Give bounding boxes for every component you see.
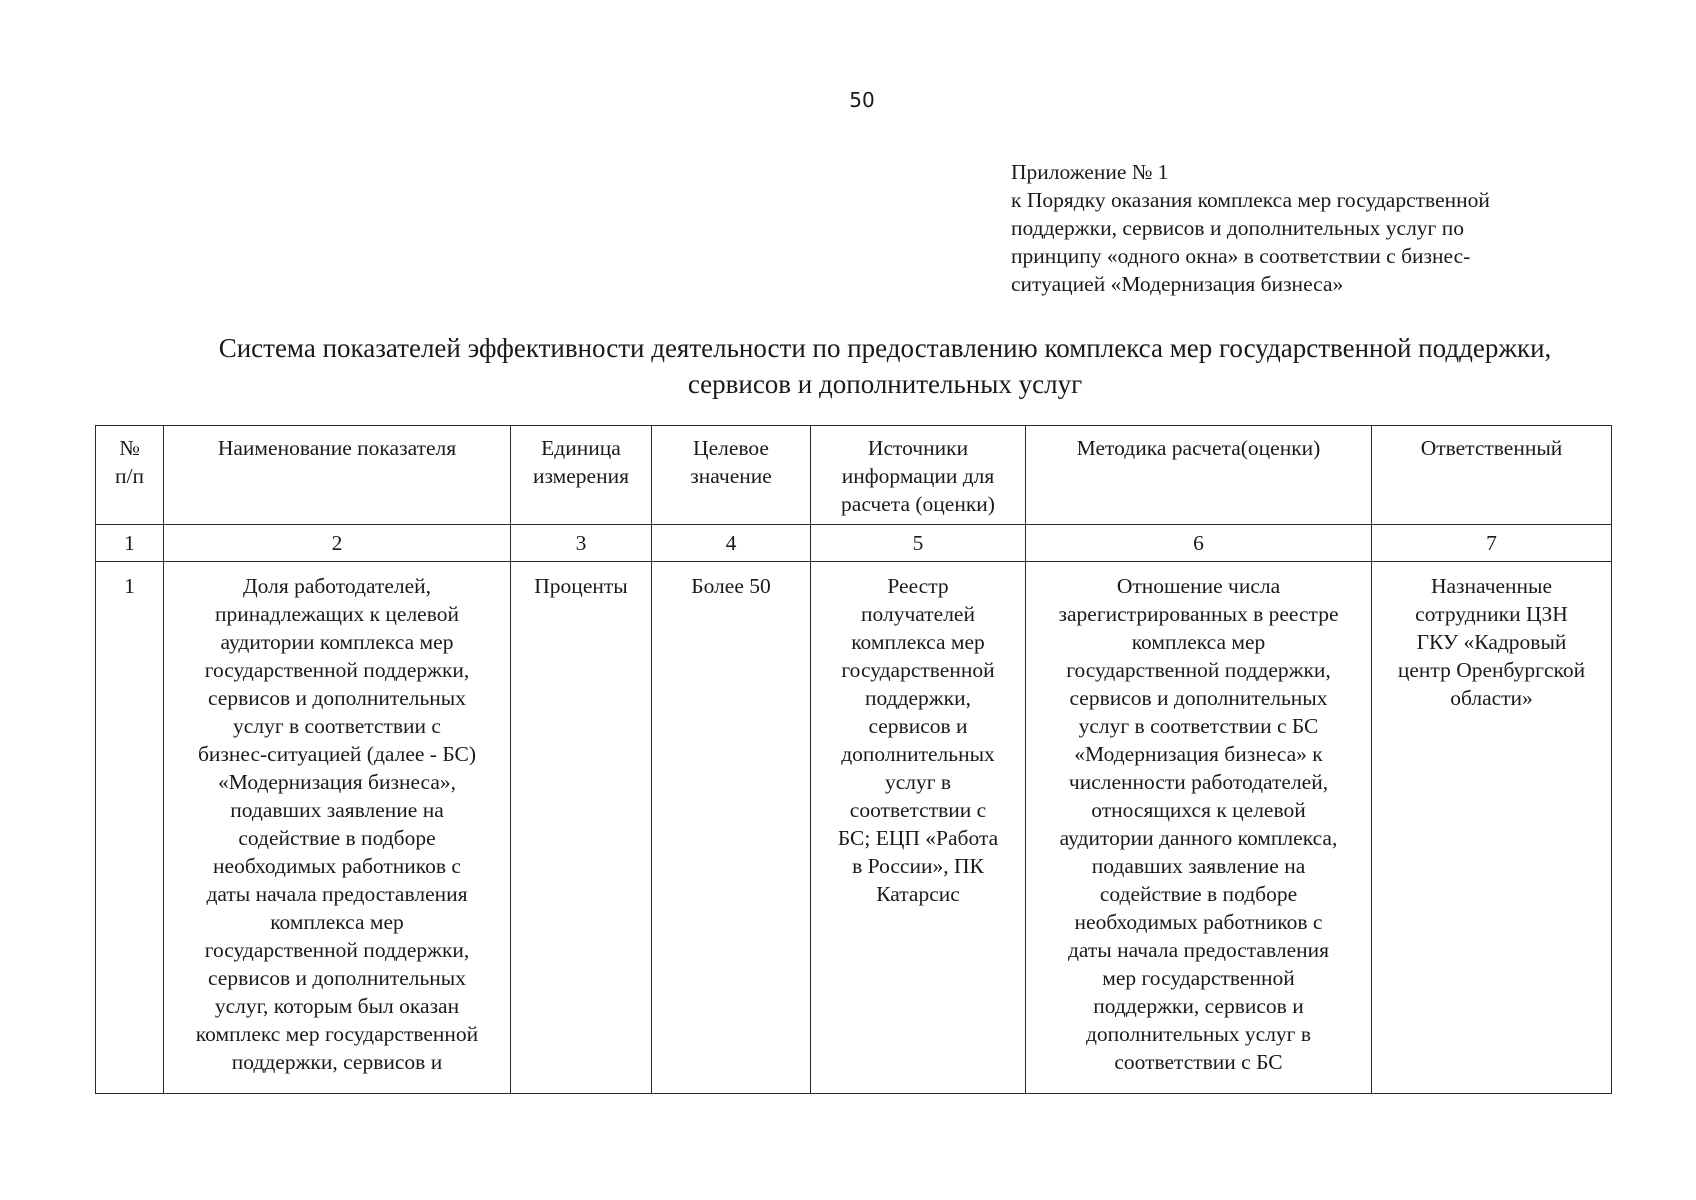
cell-line: расчета (оценки) bbox=[841, 492, 995, 516]
column-number-cell: 7 bbox=[1372, 525, 1612, 562]
title-line: Система показателей эффективности деятельности по предоставлению комплекса мер государственной поддержки, bbox=[218, 333, 1552, 363]
cell-line: численности работодателей, bbox=[1068, 770, 1329, 794]
indicator-name-cell bbox=[164, 562, 511, 1094]
unit-cell bbox=[511, 562, 652, 1094]
cell-line: Назначенные bbox=[1430, 574, 1553, 598]
column-number-cell: 2 bbox=[164, 525, 511, 562]
cell-line: в России», ПК bbox=[852, 854, 984, 878]
methodology-cell bbox=[1026, 562, 1372, 1094]
cell-line: сервисов и bbox=[868, 714, 968, 738]
cell-line: поддержки, сервисов и bbox=[231, 1050, 443, 1074]
cell-line: центр Оренбургской bbox=[1397, 658, 1586, 682]
cell-line: необходимых работников с bbox=[213, 854, 461, 878]
cell-line: государственной поддержки, bbox=[204, 658, 470, 682]
cell-line: содействие в подборе bbox=[238, 826, 436, 850]
column-number-cell: 4 bbox=[652, 525, 811, 562]
header-cell-methodology bbox=[1026, 426, 1372, 525]
cell-line: области» bbox=[1450, 686, 1533, 710]
cell-line: № bbox=[119, 436, 140, 460]
cell-line: комплекса мер bbox=[1131, 630, 1266, 654]
cell-line: комплекс мер государственной bbox=[195, 1022, 479, 1046]
cell-line: Проценты bbox=[534, 574, 628, 598]
cell-line: Катарсис bbox=[876, 882, 960, 906]
cell-line: относящихся к целевой bbox=[1091, 798, 1306, 822]
cell-line: информации для bbox=[841, 464, 995, 488]
header-cell-indicator-name bbox=[164, 426, 511, 525]
cell-line: дополнительных услуг в bbox=[1085, 1022, 1312, 1046]
appendix-line: поддержки, сервисов и дополнительных услуг по bbox=[1011, 216, 1464, 240]
cell-line: необходимых работников с bbox=[1074, 910, 1323, 934]
cell-line: измерения bbox=[532, 464, 630, 488]
cell-line: бизнес-ситуацией (далее - БС) bbox=[197, 742, 477, 766]
cell-line: Единица bbox=[541, 436, 621, 460]
cell-line: государственной bbox=[841, 658, 995, 682]
cell-line: услуг в bbox=[884, 770, 952, 794]
header-cell-target-value bbox=[652, 426, 811, 525]
cell-line: Источники bbox=[867, 436, 969, 460]
cell-line: аудитории комплекса мер bbox=[220, 630, 454, 654]
column-number-cell: 1 bbox=[96, 525, 164, 562]
cell-line: подавших заявление на bbox=[230, 798, 444, 822]
cell-line: «Модернизация бизнеса», bbox=[217, 770, 456, 794]
cell-line: подавших заявление на bbox=[1091, 854, 1306, 878]
cell-line: Целевое bbox=[693, 436, 769, 460]
sources-cell bbox=[811, 562, 1026, 1094]
cell-line: сервисов и дополнительных bbox=[1069, 686, 1328, 710]
cell-line: дополнительных bbox=[841, 742, 995, 766]
cell-line: ГКУ «Кадровый bbox=[1416, 630, 1567, 654]
appendix-reference bbox=[1011, 158, 1611, 298]
cell-line: Ответственный bbox=[1420, 436, 1563, 460]
cell-line: соответствии с bbox=[849, 798, 987, 822]
table-row bbox=[96, 562, 1612, 1094]
document-title bbox=[150, 330, 1620, 402]
cell-line: услуг в соответствии с БС bbox=[1078, 714, 1319, 738]
header-cell-unit bbox=[511, 426, 652, 525]
cell-line: услуг в соответствии с bbox=[233, 714, 441, 738]
cell-line: поддержки, bbox=[865, 686, 971, 710]
cell-line: государственной поддержки, bbox=[1066, 658, 1331, 682]
column-number-cell: 6 bbox=[1026, 525, 1372, 562]
cell-line: 1 bbox=[124, 574, 135, 598]
target-value-cell bbox=[652, 562, 811, 1094]
cell-line: сервисов и дополнительных bbox=[207, 966, 467, 990]
indicators-table bbox=[95, 425, 1612, 1094]
cell-line: принадлежащих к целевой bbox=[214, 602, 459, 626]
responsible-cell bbox=[1372, 562, 1612, 1094]
cell-line: Наименование показателя bbox=[217, 436, 457, 460]
cell-line: поддержки, сервисов и bbox=[1093, 994, 1304, 1018]
cell-line: мер государственной bbox=[1102, 966, 1295, 990]
cell-line: Реестр bbox=[887, 574, 949, 598]
cell-line: сервисов и дополнительных bbox=[207, 686, 467, 710]
cell-line: комплекса мер bbox=[270, 910, 404, 934]
column-number-cell: 5 bbox=[811, 525, 1026, 562]
cell-line: зарегистрированных в реестре bbox=[1058, 602, 1339, 626]
cell-line: аудитории данного комплекса, bbox=[1059, 826, 1338, 850]
cell-line: соответствии с БС bbox=[1114, 1050, 1283, 1074]
cell-line: государственной поддержки, bbox=[204, 938, 470, 962]
cell-line: сотрудники ЦЗН bbox=[1415, 602, 1568, 626]
appendix-line: Приложение № 1 bbox=[1011, 160, 1169, 184]
cell-line: содействие в подборе bbox=[1099, 882, 1298, 906]
cell-line: Доля работодателей, bbox=[242, 574, 432, 598]
title-line: сервисов и дополнительных услуг bbox=[687, 369, 1083, 399]
header-cell-sources bbox=[811, 426, 1026, 525]
column-number-cell: 3 bbox=[511, 525, 652, 562]
cell-line: получателей bbox=[861, 602, 975, 626]
header-cell-responsible bbox=[1372, 426, 1612, 525]
cell-line: Методика расчета(оценки) bbox=[1076, 436, 1321, 460]
cell-line: комплекса мер bbox=[851, 630, 985, 654]
appendix-line: ситуацией «Модернизация бизнеса» bbox=[1011, 272, 1344, 296]
cell-line: даты начала предоставления bbox=[206, 882, 468, 906]
cell-line: Более 50 bbox=[691, 574, 771, 598]
table-header-row bbox=[96, 426, 1612, 525]
row-number-cell bbox=[96, 562, 164, 1094]
appendix-line: к Порядку оказания комплекса мер государственной bbox=[1011, 188, 1490, 212]
header-cell-number bbox=[96, 426, 164, 525]
cell-line: услуг, которым был оказан bbox=[214, 994, 460, 1018]
cell-line: значение bbox=[690, 464, 772, 488]
cell-line: БС; ЕЦП «Работа bbox=[837, 826, 999, 850]
page-number: 50 bbox=[849, 88, 875, 112]
cell-line: п/п bbox=[115, 464, 144, 488]
column-number-row bbox=[96, 525, 1612, 562]
cell-line: Отношение числа bbox=[1116, 574, 1281, 598]
appendix-line: принципу «одного окна» в соответствии с бизнес- bbox=[1011, 244, 1471, 268]
cell-line: «Модернизация бизнеса» к bbox=[1074, 742, 1323, 766]
cell-line: даты начала предоставления bbox=[1067, 938, 1330, 962]
